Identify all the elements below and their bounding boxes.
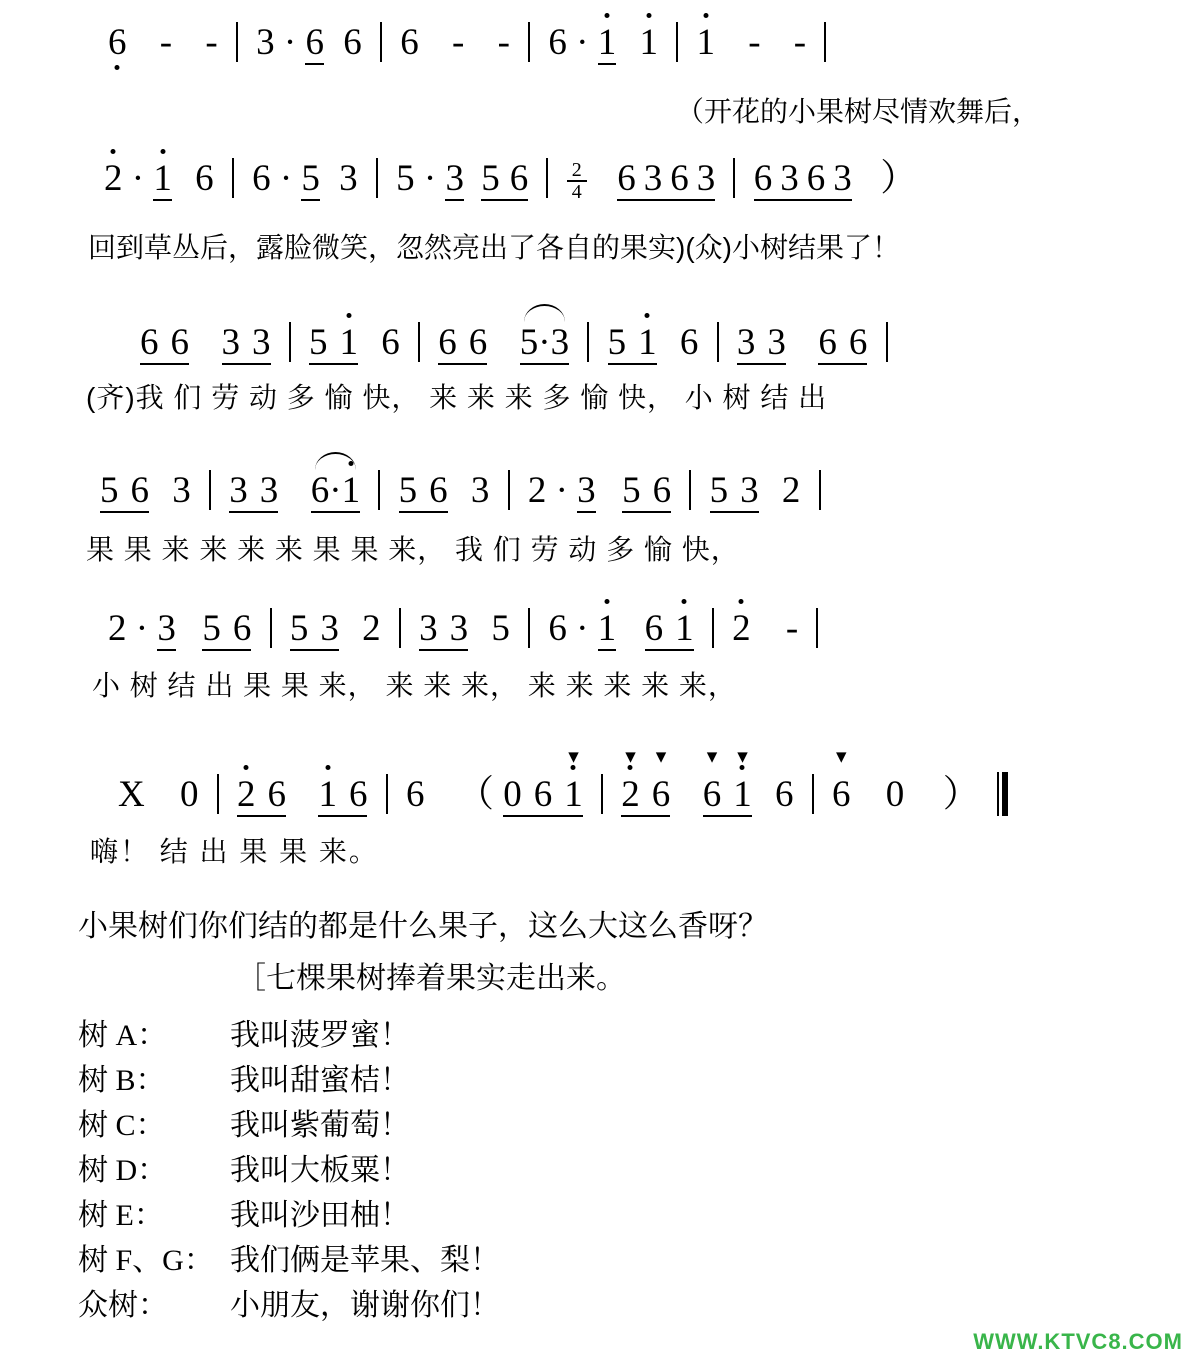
- dialogue-text: 我叫菠罗蜜！: [230, 1019, 410, 1052]
- note: 6: [617, 158, 636, 199]
- note: -: [793, 22, 807, 63]
- note: 6: [343, 22, 362, 63]
- note: 3: [780, 158, 799, 199]
- note-group: [520, 324, 569, 365]
- note: 6: [548, 608, 567, 649]
- paren-close: ）: [880, 158, 918, 199]
- note: 6: [533, 774, 553, 815]
- note: 3: [470, 470, 490, 511]
- note-group: [157, 610, 176, 651]
- note: 3: [256, 22, 275, 63]
- note-rest: 0: [503, 774, 522, 815]
- note: 3: [449, 608, 469, 649]
- note: 5: [396, 158, 415, 199]
- note: ▾ 6: [652, 776, 671, 813]
- note: 5: [100, 470, 119, 511]
- time-signature: $\frac{2}{4}$: [567, 160, 587, 202]
- dialogue-row: [78, 1235, 500, 1279]
- note-group: [153, 160, 172, 201]
- slur: [311, 472, 360, 513]
- note: 3: [221, 322, 240, 363]
- note: 3: [736, 322, 756, 363]
- note-group: [598, 24, 617, 65]
- barline: [812, 774, 814, 814]
- note: 3: [157, 608, 176, 649]
- note-group: [445, 160, 464, 201]
- note-dot: ·: [131, 158, 145, 199]
- watermark: WWW.KTVC8.COM: [973, 1329, 1183, 1354]
- barline: [689, 470, 691, 510]
- note-group: [645, 610, 694, 651]
- lyric-line-5: 小 树 结 出 果 果 来， 来 来 来， 来 来 来 来 来，: [92, 670, 737, 701]
- note: 6: [108, 22, 127, 63]
- note: 2: [108, 608, 127, 649]
- lyric-line-1: （开花的小果树尽情欢舞后，: [676, 96, 1041, 127]
- dialogue-text: 我叫甜蜜桔！: [230, 1064, 410, 1097]
- note: ▾ 6: [832, 776, 851, 813]
- barline: [712, 608, 714, 648]
- dialogue-speaker: 树 A：: [78, 1019, 168, 1052]
- barline: [587, 322, 589, 362]
- note: 5: [301, 158, 320, 199]
- barline: [816, 608, 818, 648]
- note: 5: [398, 470, 418, 511]
- note: -: [159, 22, 173, 63]
- note: 5: [519, 322, 539, 363]
- final-barline: [997, 772, 1009, 816]
- note: 3: [550, 322, 570, 363]
- barline: [217, 774, 219, 814]
- note-group: [737, 324, 786, 365]
- note-group: [399, 472, 448, 513]
- barline: [386, 774, 388, 814]
- note: 1: [597, 608, 617, 649]
- note-group: [237, 776, 286, 817]
- note: 3: [767, 322, 786, 363]
- note-group: [301, 160, 320, 201]
- dialogue-row: [78, 1280, 500, 1324]
- note: 3: [577, 470, 596, 511]
- dialogue-text: 我叫紫葡萄！: [230, 1109, 410, 1142]
- barline: [528, 22, 530, 62]
- note: 3: [643, 158, 663, 199]
- note: 5: [491, 608, 510, 649]
- note: 6: [548, 22, 567, 63]
- note-group: [290, 610, 339, 651]
- barline: [508, 470, 510, 510]
- note: 2: [732, 608, 751, 649]
- note-dot: ·: [576, 22, 589, 63]
- note: 5: [481, 158, 500, 199]
- note: 1: [675, 608, 694, 649]
- note: 6: [232, 608, 252, 649]
- note-group: [438, 324, 487, 365]
- note: 3: [445, 158, 464, 199]
- barline: [676, 22, 678, 62]
- note-group: [503, 776, 583, 817]
- note: 6: [818, 322, 837, 363]
- note-group: [100, 472, 149, 513]
- lyric-line-4: 果 果 来 来 来 来 果 果 来， 我 们 劳 动 多 愉 快，: [86, 534, 740, 565]
- note: 5: [607, 322, 627, 363]
- note-dot: ·: [135, 608, 149, 649]
- note: 1: [696, 22, 715, 63]
- note: 2: [236, 774, 256, 815]
- dialogue-speaker: 众树：: [78, 1289, 168, 1322]
- note: 6: [267, 774, 286, 815]
- note-group: [703, 776, 752, 817]
- narration-line: 小果树们你们结的都是什么果子，这么大这么香呀？: [78, 910, 768, 943]
- note: 6: [381, 322, 400, 363]
- note: 6: [806, 158, 826, 199]
- note: 1: [638, 322, 657, 363]
- note: 3: [339, 158, 358, 199]
- note-rhythm-x: X: [118, 774, 145, 815]
- note-group: [622, 472, 671, 513]
- note-group: [710, 472, 759, 513]
- note: -: [205, 22, 218, 63]
- barline: [376, 158, 378, 198]
- note: 6: [348, 774, 368, 815]
- dialogue-text: 我们俩是苹果、梨！: [230, 1244, 500, 1277]
- dialogue-text: 小朋友，谢谢你们！: [230, 1289, 500, 1322]
- dialogue-row: [78, 1100, 410, 1144]
- note-group: [617, 160, 715, 201]
- note-rest: 0: [885, 774, 905, 815]
- note-group: [621, 776, 670, 817]
- note: 3: [419, 608, 438, 649]
- note: 1: [318, 774, 337, 815]
- note: 6: [305, 22, 324, 63]
- note: 6: [195, 158, 214, 199]
- note: -: [451, 22, 465, 63]
- note: 2: [104, 158, 123, 199]
- barline: [886, 322, 888, 362]
- note-group: [577, 472, 596, 513]
- note-dot: ·: [555, 470, 568, 511]
- note: 3: [259, 470, 279, 511]
- music-line-6: [118, 772, 1009, 817]
- dialogue-speaker: 树 E：: [78, 1199, 164, 1232]
- note: 3: [172, 470, 191, 511]
- dialogue-text: 我叫大板粟！: [230, 1154, 410, 1187]
- music-line-2: [104, 158, 917, 202]
- note: 5: [622, 470, 641, 511]
- note-group: [140, 324, 189, 365]
- barline: [528, 608, 530, 648]
- note: 6: [252, 158, 271, 199]
- barline: [399, 608, 401, 648]
- note: 1: [339, 322, 358, 363]
- barline: [733, 158, 735, 198]
- note: 1: [341, 470, 361, 511]
- note-dot: ·: [538, 322, 551, 363]
- stage-direction: ［七棵果树捧着果实走出来。: [236, 962, 626, 995]
- note: 6: [679, 322, 699, 363]
- note: 1: [639, 22, 658, 63]
- barline: [378, 470, 380, 510]
- note-group: [309, 324, 358, 365]
- note-group: [754, 160, 852, 201]
- note: ▾ 1: [733, 776, 752, 813]
- note: 5: [202, 608, 221, 649]
- note-dot: ·: [283, 22, 297, 63]
- music-line-1: [108, 22, 835, 65]
- note: -: [497, 22, 510, 63]
- dialogue-speaker: 树 B：: [78, 1064, 166, 1097]
- lyric-line-6: 嗨！ 结 出 果 果 来。: [90, 836, 379, 867]
- note: 6: [644, 608, 664, 649]
- note: ▾ 6: [703, 776, 722, 813]
- note-dot: ·: [279, 158, 293, 199]
- note: 6: [310, 470, 330, 511]
- note-group: [608, 324, 657, 365]
- note: 5: [289, 608, 309, 649]
- paren-open: （: [456, 774, 494, 815]
- dialogue-row: [78, 1190, 410, 1234]
- dialogue-row: [78, 1010, 410, 1054]
- note-group: [202, 610, 251, 651]
- note: 6: [400, 22, 419, 63]
- note: 6: [670, 158, 689, 199]
- barline: [236, 22, 238, 62]
- note: 6: [130, 470, 149, 511]
- dialogue-text: 我叫沙田柚！: [230, 1199, 410, 1232]
- dialogue-speaker: 树 F、G：: [78, 1244, 214, 1277]
- note: 6: [509, 158, 529, 199]
- slur: [520, 324, 569, 365]
- note-group: [318, 776, 367, 817]
- note: 3: [740, 470, 759, 511]
- note: -: [785, 608, 799, 649]
- note-group: [222, 324, 271, 365]
- note: ▾ 2: [621, 776, 640, 813]
- music-line-3: [140, 322, 897, 365]
- dialogue-row: [78, 1055, 410, 1099]
- barline: [824, 22, 826, 62]
- barline: [380, 22, 382, 62]
- note: 6: [438, 322, 457, 363]
- note: 6: [140, 322, 159, 363]
- note: 6: [848, 322, 868, 363]
- note-group: [598, 610, 617, 651]
- note: 6: [652, 470, 672, 511]
- note-group: [481, 160, 528, 201]
- note: 6: [753, 158, 773, 199]
- music-line-5: [108, 608, 827, 651]
- note: 3: [696, 158, 716, 199]
- lyric-line-3: (齐)我 们 劳 动 多 愉 快， 来 来 来 多 愉 快， 小 树 结 出: [86, 382, 828, 413]
- note-dot: ·: [576, 608, 589, 649]
- note: 2: [781, 470, 801, 511]
- note: 3: [229, 470, 248, 511]
- note-dot: ·: [423, 158, 437, 199]
- note: 5: [709, 470, 729, 511]
- barline: [418, 322, 420, 362]
- barline: [717, 322, 719, 362]
- dialogue-speaker: 树 C：: [78, 1109, 166, 1142]
- note-group: [818, 324, 867, 365]
- note: 6: [405, 774, 425, 815]
- lyric-line-2: 回到草丛后，露脸微笑，忽然亮出了各自的果实)(众)小树结果了！: [88, 232, 900, 263]
- note: 1: [153, 158, 172, 199]
- note-group: [229, 472, 278, 513]
- barline: [289, 322, 291, 362]
- note: 2: [527, 470, 547, 511]
- note: 6: [429, 470, 448, 511]
- note: 3: [833, 158, 852, 199]
- paren-close: ）: [942, 774, 980, 815]
- barline: [232, 158, 234, 198]
- note: 2: [362, 608, 381, 649]
- barline: [819, 470, 821, 510]
- dialogue-row: [78, 1145, 410, 1189]
- note-group: [419, 610, 468, 651]
- barline: [601, 774, 603, 814]
- note: -: [748, 22, 761, 63]
- barline: [209, 470, 211, 510]
- note: 6: [774, 774, 794, 815]
- music-line-4: [100, 470, 830, 513]
- note: 3: [320, 608, 339, 649]
- note: 1: [597, 22, 617, 63]
- barline: [270, 608, 272, 648]
- note: 5: [309, 322, 328, 363]
- note-group: [311, 472, 360, 513]
- barline: [546, 158, 548, 198]
- note: 6: [170, 322, 189, 363]
- dialogue-speaker: 树 D：: [78, 1154, 168, 1187]
- note: 3: [252, 322, 271, 363]
- note-group: [305, 24, 324, 65]
- note-dot: ·: [329, 470, 342, 511]
- note: ▾ 1: [564, 776, 583, 813]
- note: 6: [468, 322, 488, 363]
- note-rest: 0: [179, 774, 199, 815]
